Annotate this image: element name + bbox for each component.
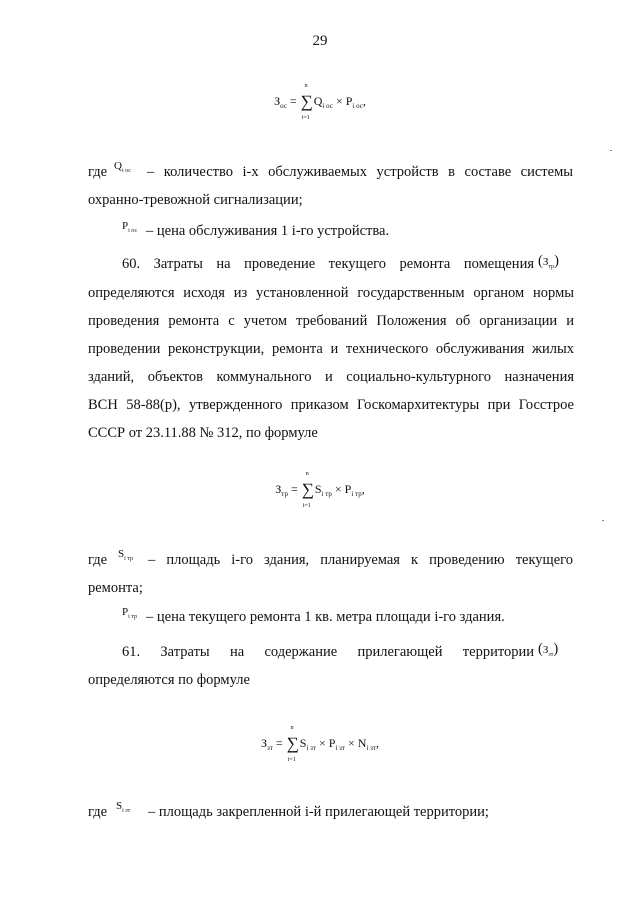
formula-comma: , <box>362 93 366 108</box>
term-p: P <box>328 735 336 750</box>
formula-zt <box>0 725 640 763</box>
scan-speck <box>602 520 604 521</box>
formula-tr <box>0 471 640 509</box>
term-s: S <box>299 735 307 750</box>
def-text-4: – цена текущего ремонта 1 кв. метра площади i-го здания. <box>146 609 505 625</box>
term-q-sub: i ос <box>322 102 333 111</box>
para60-line2: определяются исходя из установленной государственным органом нормы <box>88 285 574 301</box>
sum-upper: n <box>290 725 294 731</box>
term-q: Q <box>313 93 323 108</box>
formula-comma: , <box>375 735 379 750</box>
equals-sign: = <box>290 481 298 496</box>
sum-symbol: ∑ n i=1 <box>286 725 299 763</box>
def-text-2: – цена обслуживания 1 i-го устройства. <box>146 223 390 239</box>
sum-symbol: ∑ n i=1 <box>301 471 314 509</box>
def-gde-5: где <box>88 804 108 820</box>
def-symbol-p: $P_{i ос}$ <box>122 220 138 235</box>
term-p: P <box>344 481 352 496</box>
equals-sign: = <box>275 735 283 750</box>
times-sign: × <box>334 481 342 496</box>
term-p: P <box>345 93 353 108</box>
term-p-sub: i зт <box>335 744 345 753</box>
term-n: N <box>357 735 367 750</box>
def-text-1: – количество i-х обслуживаемых устройств в составе системы <box>147 164 573 180</box>
sum-upper: n <box>304 83 308 89</box>
def-gde-3: где <box>88 552 108 568</box>
para60-line5: зданий, объектов коммунального и социально-культурного назначения <box>88 369 574 385</box>
def-text-3b: ремонта; <box>88 580 143 596</box>
def-symbol-s: $S_{i тр}$ <box>118 548 133 563</box>
def-text-1b: охранно-тревожной сигнализации; <box>88 192 303 208</box>
term-s-sub: i тр <box>321 490 332 499</box>
para60-symbol: $(З_{тр})$ <box>538 253 559 271</box>
sum-lower: i=1 <box>302 503 311 509</box>
def-symbol-s2: $S_{i зт}$ <box>116 800 131 815</box>
times-sign: × <box>335 93 343 108</box>
term-n-sub: i зт <box>366 744 376 753</box>
times-sign: × <box>318 735 326 750</box>
term-p-sub: i тр <box>351 490 362 499</box>
times-sign: × <box>347 735 355 750</box>
term-s: S <box>314 481 322 496</box>
def-text-3: – площадь i-го здания, планируемая к проведению текущего <box>148 552 573 568</box>
sum-lower: i=1 <box>301 115 310 121</box>
page-number: 29 <box>312 33 328 49</box>
formula-lhs: З <box>274 93 281 108</box>
formula-lhs: З <box>275 481 282 496</box>
para61-line1: 61. Затраты на содержание прилегающей территории <box>122 644 534 660</box>
sum-upper: n <box>305 471 309 477</box>
formula-lhs: З <box>261 735 268 750</box>
term-p-sub: i ос <box>352 102 363 111</box>
para61-line2: определяются по формуле <box>88 672 250 688</box>
para60-line1: 60. Затраты на проведение текущего ремонта помещения <box>122 256 534 272</box>
formula-lhs-sub: тр <box>281 490 288 499</box>
def-text-5: – площадь закрепленной i-й прилегающей территории; <box>148 804 489 820</box>
para60-line6: ВСН 58-88(р), утвержденного приказом Госкомархитектуры при Госстрое <box>88 397 574 413</box>
def-symbol-p2: $P_{i тр}$ <box>122 606 137 621</box>
formula-lhs-sub: ос <box>280 102 287 111</box>
para60-line3: проведения ремонта с учетом требований Положения об организации и <box>88 313 574 329</box>
sum-lower: i=1 <box>287 757 296 763</box>
para60-line4: проведении реконструкции, ремонта и технического обслуживания жилых <box>88 341 574 357</box>
def-gde-1: где <box>88 164 108 180</box>
term-s-sub: i зт <box>306 744 316 753</box>
scan-speck <box>610 150 612 151</box>
def-symbol-q: $Q_{i ос}$ <box>114 160 131 175</box>
equals-sign: = <box>289 93 297 108</box>
formula-comma: , <box>361 481 365 496</box>
formula-oc <box>0 83 640 121</box>
formula-lhs-sub: зт <box>267 744 273 753</box>
sum-symbol: ∑ n i=1 <box>300 83 313 121</box>
para60-line7: СССР от 23.11.88 № 312, по формуле <box>88 425 318 441</box>
para61-symbol: $(З_{зт})$ <box>538 641 559 659</box>
